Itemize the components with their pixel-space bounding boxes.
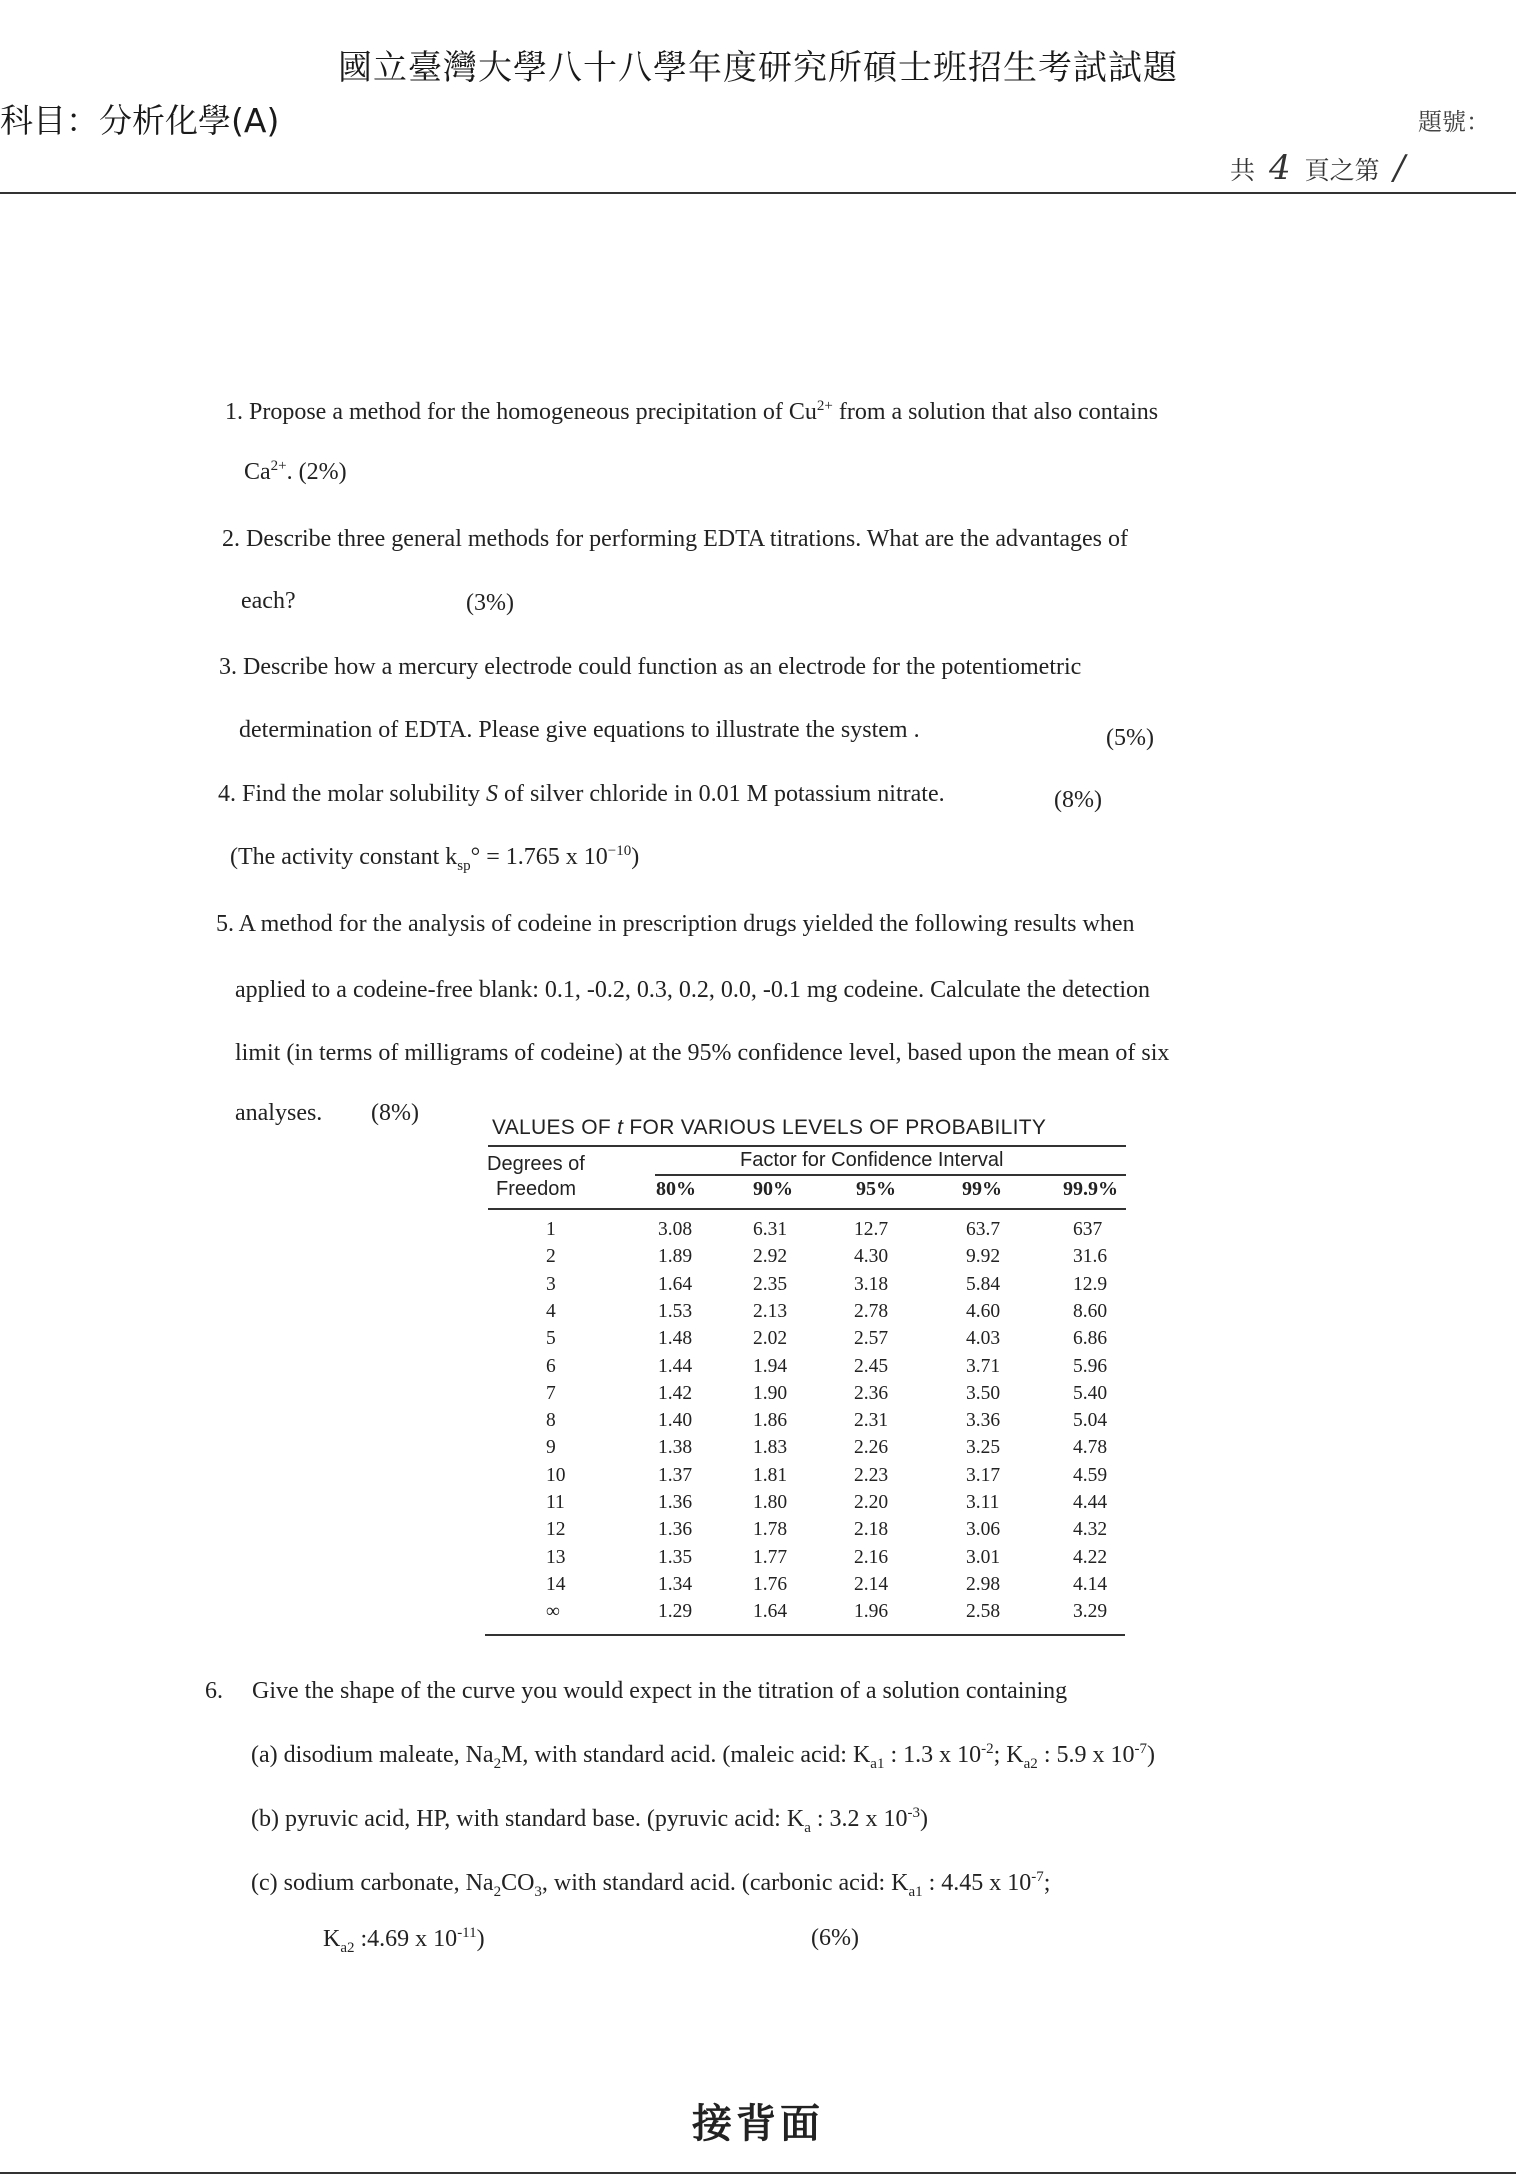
exam-title: 國立臺灣大學八十八學年度研究所碩士班招生考試試題 [338,48,1178,88]
t-table-value-cell: 1.42 [658,1382,693,1404]
page-info-middle: 頁之第 [1304,156,1380,185]
t-table-dof-label-2: Freedom [496,1178,577,1200]
t-table-value-cell: 4.59 [1073,1464,1108,1486]
t-table-value-cell: 2.14 [854,1573,889,1595]
q6d-text-2: :4.69 x 10 [354,1926,458,1952]
q6b-text-1: (b) pyruvic acid, HP, with standard base. (pyruvic acid: K [251,1806,805,1832]
t-table-value-cell: 1.94 [753,1355,788,1377]
t-table-value-cell: 4.14 [1073,1573,1108,1595]
q4-text-b: of silver chloride in 0.01 M potassium nitrate. [498,781,945,807]
q4-var-s: S [486,781,498,807]
t-table-title [492,1116,1046,1140]
q5-line2: applied to a codeine-free blank: 0.1, -0.2, 0.3, 0.2, 0.0, -0.1 mg codeine. Calculate the detection [235,977,1151,1003]
t-table-value-cell: 1.34 [658,1573,693,1595]
header-rule [0,192,1516,194]
q6c-text-3: , with standard acid. (carbonic acid: K [541,1870,909,1896]
t-table-value-cell: 1.38 [658,1437,693,1459]
t-table-value-cell: 1.35 [658,1546,693,1568]
t-table-value-cell: 1.29 [658,1601,693,1623]
t-table-value-cell: 12.7 [854,1219,889,1240]
t-table-col-90: 90% [753,1178,793,1200]
t-table-value-cell: 2.98 [966,1573,1001,1595]
t-table-dof-cell: 10 [546,1464,566,1486]
t-table-value-cell: 3.36 [966,1410,1001,1432]
t-table-dof-cell: 3 [546,1273,556,1295]
q1-text-c: Ca [244,459,271,485]
t-table-value-cell: 1.83 [753,1437,788,1459]
t-table-value-cell: 1.64 [753,1601,788,1623]
q6c-sup-1: -7 [1031,1869,1044,1885]
q6-points: (6%) [811,1925,859,1951]
t-table-value-cell: 3.29 [1073,1601,1108,1623]
q6-intro: Give the shape of the curve you would expect in the titration of a solution containing [252,1678,1068,1704]
t-table-value-cell: 4.03 [966,1328,1001,1350]
q6-part-a [251,1741,1155,1773]
t-table-value-cell: 3.50 [966,1382,1001,1404]
q6b-sup-1: -3 [907,1805,921,1821]
t-table-dof-cell: 12 [546,1519,566,1541]
t-table-value-cell: 1.78 [753,1519,788,1541]
t-table-value-cell: 1.44 [658,1355,693,1377]
t-table-dof-cell: 13 [546,1546,566,1568]
q4-sup-exp: −10 [607,843,632,859]
q6c-text-4: : 4.45 x 10 [922,1870,1032,1896]
q6a-text-2: M, with standard acid. (maleic acid: K [501,1742,871,1768]
t-table-value-cell: 12.9 [1073,1273,1108,1295]
t-table-value-cell: 1.96 [854,1601,889,1623]
q4-text-e: ) [631,844,640,870]
q6c-sub-1: 2 [493,1883,502,1900]
q3-line1: 3. Describe how a mercury electrode could function as an electrode for the potentiometric [219,654,1082,680]
q6d-text-1: K [323,1926,341,1952]
q6a-sub-3: a2 [1023,1755,1038,1772]
t-table-group-label: Factor for Confidence Interval [740,1149,1004,1171]
t-table-col-999: 99.9% [1063,1178,1118,1200]
page-total: 4 [1269,148,1291,188]
q4-text-c: (The activity constant k [230,844,458,870]
continue-on-back-label: 接背面 [692,2100,824,2147]
t-table-group-rule [655,1174,1126,1176]
q1-text-d: . (2%) [286,459,347,485]
t-table-value-cell: 2.20 [854,1492,889,1513]
t-table-value-cell: 2.18 [854,1519,889,1541]
t-table-value-cell: 1.36 [658,1519,693,1541]
t-table-value-cell: 31.6 [1073,1246,1108,1268]
t-table-dof-cell: 1 [546,1219,556,1240]
t-table-dof-cell: 7 [546,1382,556,1404]
q5-line4-text: analyses. [235,1100,323,1126]
t-table-col-99: 99% [962,1178,1002,1200]
t-table-value-cell: 1.77 [753,1546,788,1568]
t-table-value-cell: 2.78 [854,1300,889,1322]
t-table-dof-cell: 8 [546,1410,556,1432]
q4-line2 [230,843,639,875]
page-current: / [1393,148,1406,188]
t-table-value-cell: 1.53 [658,1300,693,1322]
q2-line2-text: each? [241,588,296,614]
t-table-value-cell: 4.78 [1073,1437,1108,1459]
t-table-value-cell: 6.31 [753,1219,788,1240]
t-table-value-cell: 2.23 [854,1464,889,1486]
t-table-value-cell: 3.08 [658,1219,693,1240]
q6-part-c-cont [323,1925,485,1957]
q1-text-b: from a solution that also contains [832,399,1159,425]
t-table-value-cell: 2.58 [966,1601,1001,1623]
t-table-title-a: VALUES OF [492,1116,618,1139]
q6c-text-5: ; [1043,1870,1051,1896]
t-table-dof-cell: 11 [546,1492,565,1513]
t-table-value-cell: 3.25 [966,1437,1001,1459]
t-table-value-cell: 1.76 [753,1573,788,1595]
t-table-value-cell: 2.45 [854,1355,889,1377]
t-table-value-cell: 4.60 [966,1300,1001,1322]
t-table-value-cell: 2.36 [854,1382,889,1404]
t-table-value-cell: 4.32 [1073,1519,1108,1541]
question-number-label: 題號： [1418,108,1490,136]
q4-sub-sp: sp [457,857,471,874]
t-table-value-cell: 4.44 [1073,1492,1108,1513]
q6-part-b [251,1805,928,1837]
q6d-sup-1: -11 [457,1925,477,1941]
t-table-header-rule [488,1208,1126,1210]
t-table-col-80: 80% [656,1178,696,1200]
t-table-value-cell: 2.13 [753,1300,788,1322]
footer-rule [0,2172,1516,2174]
q4-points: (8%) [1054,787,1102,813]
q4-line1 [218,781,945,808]
t-table-value-cell: 9.92 [966,1246,1001,1268]
q6a-text-5: : 5.9 x 10 [1037,1742,1135,1768]
q3-points: (5%) [1106,725,1154,751]
q6a-text-1: (a) disodium maleate, Na [251,1742,494,1768]
page-info-prefix: 共 [1230,156,1256,185]
q6a-sup-2: -7 [1134,1741,1147,1757]
t-table-value-cell: 2.26 [854,1437,889,1459]
q6d-sub-1: a2 [340,1939,355,1956]
t-table-col-95: 95% [856,1178,896,1200]
t-table-value-cell: 8.60 [1073,1300,1108,1322]
q1-text-a: 1. Propose a method for the homogeneous precipitation of Cu [225,399,817,425]
q5-line3: limit (in terms of milligrams of codeine) at the 95% confidence level, based upon the mean of six [235,1040,1170,1066]
t-table-value-cell: 3.01 [966,1546,1001,1568]
t-table-value-cell: 3.17 [966,1464,1001,1486]
q6a-sub-1: 2 [493,1755,502,1772]
t-table-title-var: t [617,1116,624,1139]
t-table-value-cell: 3.71 [966,1355,1001,1377]
q6-number: 6. [205,1678,223,1704]
t-table-value-cell: 5.84 [966,1273,1001,1295]
t-table-dof-label-1: Degrees of [487,1153,585,1175]
t-table-value-cell: 637 [1073,1219,1103,1240]
t-table-value-cell: 2.92 [753,1246,788,1268]
t-table-value-cell: 4.30 [854,1246,889,1268]
t-table-value-cell: 2.16 [854,1546,889,1568]
t-table-value-cell: 5.04 [1073,1410,1108,1432]
q5-points: (8%) [371,1100,419,1126]
t-table-value-cell: 63.7 [966,1219,1001,1240]
q6a-text-3: : 1.3 x 10 [884,1742,982,1768]
t-table-value-cell: 3.18 [854,1273,889,1295]
q6a-sup-1: -2 [981,1741,994,1757]
t-table-value-cell: 1.89 [658,1246,693,1268]
t-table-dof-cell: 2 [546,1246,556,1268]
q3-line2-text: determination of EDTA. Please give equations to illustrate the system . [239,717,920,743]
t-table-value-cell: 5.40 [1073,1382,1108,1404]
subject-label: 科目：分析化學(A) [0,101,280,140]
q2-points: (3%) [466,590,514,616]
t-table-value-cell: 4.22 [1073,1546,1108,1568]
q6-part-c [251,1869,1050,1901]
q2-line1: 2. Describe three general methods for performing EDTA titrations. What are the advantages of [222,526,1128,552]
t-table-value-cell: 1.86 [753,1410,788,1432]
page-info [1230,148,1419,188]
t-table-dof-cell: 14 [546,1573,566,1595]
q1-line2 [244,458,347,486]
t-table-value-cell: 1.64 [658,1273,693,1295]
t-table-title-b: FOR VARIOUS LEVELS OF PROBABILITY [623,1116,1047,1139]
t-table-bottom-rule [485,1634,1125,1636]
q6c-sub-2: 3 [534,1883,542,1900]
t-table-value-cell: 2.31 [854,1410,889,1432]
q1-line1 [225,398,1158,426]
t-table-value-cell: 1.40 [658,1410,693,1432]
q6b-text-2: : 3.2 x 10 [810,1806,908,1832]
t-table-value-cell: 1.90 [753,1382,788,1404]
q6a-text-4: ; K [993,1742,1024,1768]
t-table-dof-cell: 5 [546,1328,556,1350]
q6a-sub-2: a1 [870,1755,885,1772]
t-table-dof-cell: 6 [546,1355,556,1377]
t-table-value-cell: 1.48 [658,1328,693,1350]
t-table-dof-cell: 9 [546,1437,556,1459]
q1-sup-b: 2+ [270,458,287,474]
t-table-value-cell: 1.36 [658,1492,693,1513]
t-table-value-cell: 2.57 [854,1328,889,1350]
q6d-text-3: ) [476,1926,485,1952]
q6c-text-2: CO [501,1870,535,1896]
t-table-value-cell: 2.02 [753,1328,788,1350]
t-table-value-cell: 1.80 [753,1492,788,1513]
t-table-value-cell: 5.96 [1073,1355,1108,1377]
q1-sup-a: 2+ [816,398,833,414]
q6a-text-6: ) [1146,1742,1155,1768]
t-table-top-rule [488,1145,1126,1147]
q6b-text-3: ) [920,1806,929,1832]
t-table-value-cell: 6.86 [1073,1328,1108,1350]
q6b-sub-1: a [804,1819,811,1836]
t-table-dof-cell: 4 [546,1300,556,1322]
q4-text-a: 4. Find the molar solubility [218,781,486,807]
t-table-value-cell: 1.37 [658,1464,693,1486]
t-table-value-cell: 1.81 [753,1464,788,1486]
t-table-dof-cell: ∞ [546,1601,560,1623]
t-table-value-cell: 3.06 [966,1519,1001,1541]
q4-text-d: ° = 1.765 x 10 [470,844,608,870]
q5-line1: 5. A method for the analysis of codeine in prescription drugs yielded the following results when [216,911,1135,937]
q6c-sub-3: a1 [908,1883,923,1900]
t-table-value-cell: 2.35 [753,1273,788,1295]
t-table-value-cell: 3.11 [966,1492,1000,1513]
q6c-text-1: (c) sodium carbonate, Na [251,1870,494,1896]
